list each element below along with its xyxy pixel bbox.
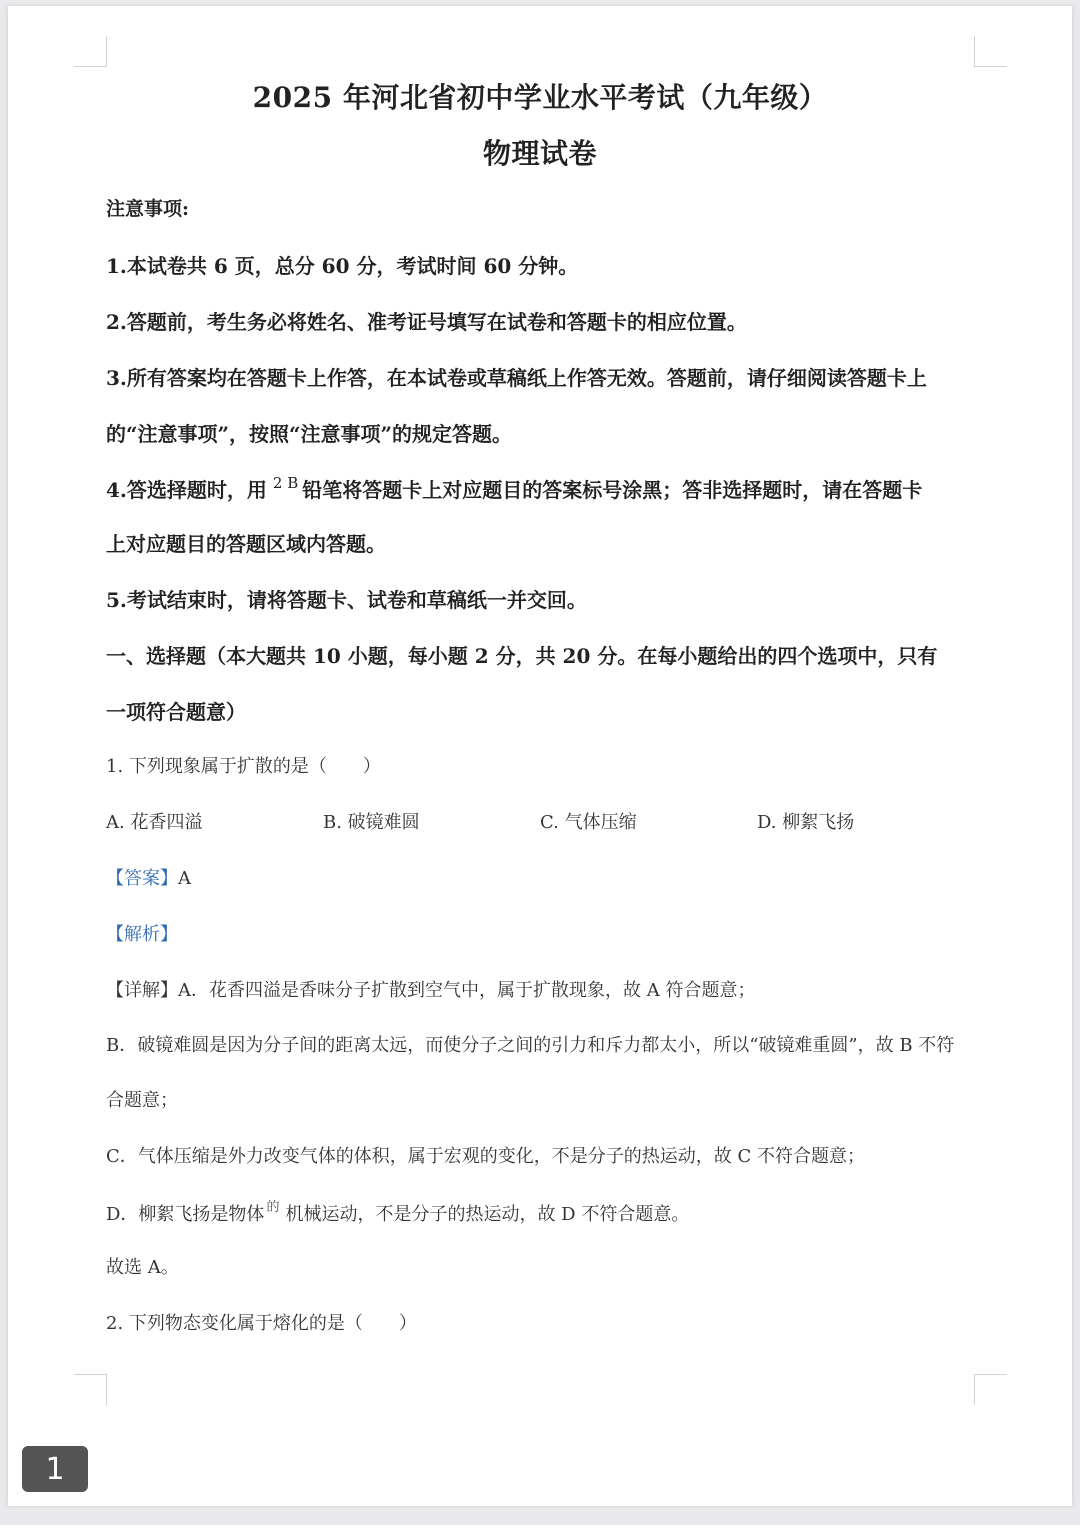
note-5: 5.考试结束时，请将答题卡、试卷和草稿纸一并交回。 <box>106 588 587 612</box>
note-2: 2.答题前，考生务必将姓名、准考证号填写在试卷和答题卡的相应位置。 <box>106 310 747 334</box>
note-4 <box>106 474 922 503</box>
note-4-a: 4.答选择题时，用 <box>106 478 267 502</box>
note-1: 1.本试卷共 6 页，总分 60 分，考试时间 60 分钟。 <box>106 254 579 278</box>
conclusion: 故选 A。 <box>106 1257 179 1278</box>
detail-d <box>106 1200 689 1226</box>
detail-b-cont: 合题意； <box>106 1090 178 1111</box>
q1-option-d: D. 柳絮飞扬 <box>757 812 855 833</box>
note-3: 3.所有答案均在答题卡上作答，在本试卷或草稿纸上作答无效。答题前，请仔细阅读答题卡上 <box>106 366 927 390</box>
notice-heading: 注意事项: <box>106 198 190 220</box>
crop-mark-top-right <box>974 36 1007 67</box>
answer-value: A <box>178 868 191 889</box>
answer-line <box>106 864 191 890</box>
note-4-cont: 上对应题目的答题区域内答题。 <box>106 532 386 556</box>
pencil-grade: 2 B <box>272 474 299 492</box>
exam-subject: 物理试卷 <box>482 137 597 170</box>
detail-c: C．气体压缩是外力改变气体的体积，属于宏观的变化，不是分子的热运动，故 C 不符合题意； <box>106 1146 865 1167</box>
crop-mark-bottom-right <box>974 1374 1007 1405</box>
detail-d-b: 机械运动，不是分子的热运动，故 D 不符合题意。 <box>285 1204 690 1225</box>
page-number-badge[interactable]: 1 <box>22 1446 88 1492</box>
note-3-cont: 的“注意事项”，按照“注意事项”的规定答题。 <box>106 422 513 446</box>
answer-tag: 【答案】 <box>106 868 178 889</box>
crop-mark-bottom-left <box>74 1374 107 1405</box>
crop-mark-top-left <box>74 36 107 67</box>
detail-d-a: D．柳絮飞扬是物体 <box>106 1204 265 1225</box>
question-2-stem: 2. 下列物态变化属于熔化的是（ ） <box>106 1313 417 1334</box>
detail-b: B．破镜难圆是因为分子间的距离太远，而使分子之间的引力和斥力都太小，所以“破镜难重圆”，故 B 不符 <box>106 1035 955 1056</box>
question-1-stem: 1. 下列现象属于扩散的是（ ） <box>106 756 381 777</box>
note-4-b: 铅笔将答题卡上对应题目的答案标号涂黑；答非选择题时，请在答题卡 <box>302 478 923 502</box>
q1-option-a: A. 花香四溢 <box>106 812 203 833</box>
detail-a: 【详解】A．花香四溢是香味分子扩散到空气中，属于扩散现象，故 A 符合题意； <box>106 980 756 1001</box>
detail-d-particle: 的 <box>266 1200 280 1215</box>
q1-option-b: B. 破镜难圆 <box>323 812 420 833</box>
section-heading: 一、选择题（本大题共 10 小题，每小题 2 分，共 20 分。在每小题给出的四个选项中，只有 <box>106 644 938 668</box>
q1-option-c: C. 气体压缩 <box>540 812 637 833</box>
section-heading-cont: 一项符合题意） <box>106 700 246 724</box>
exam-title: 2025 年河北省初中学业水平考试（九年级） <box>252 81 828 114</box>
analysis-tag: 【解析】 <box>106 924 178 945</box>
